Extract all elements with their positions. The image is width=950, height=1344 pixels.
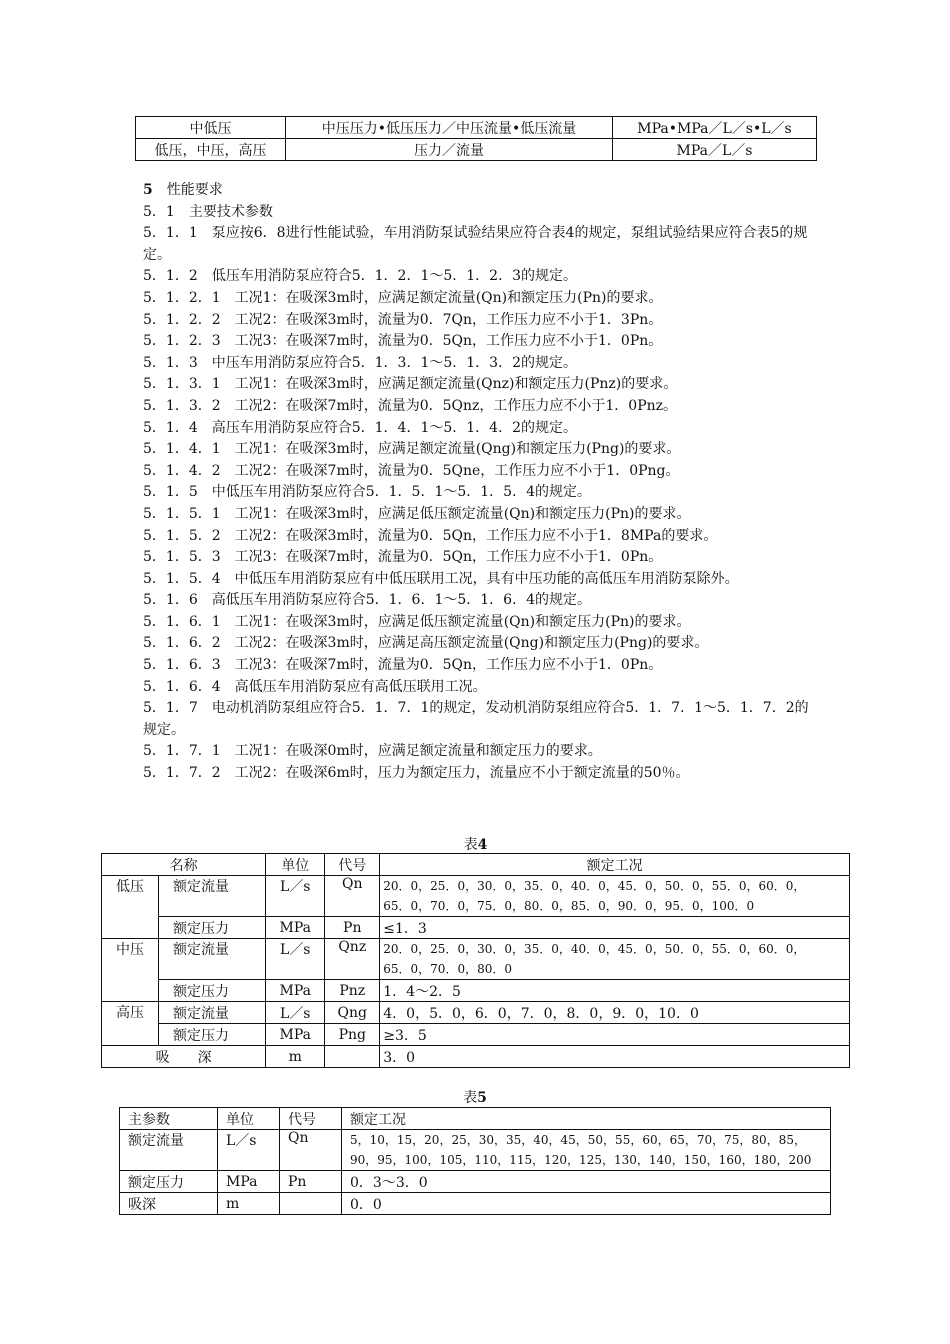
paragraph: 5．1．7．2 工况2：在吸深6m时，压力为额定压力，流量应不小于额定流量的50％。: [143, 765, 690, 782]
table-cell: Pn: [280, 1171, 342, 1193]
table-cell: Qng: [325, 1002, 380, 1024]
table-row: [120, 1171, 831, 1193]
paragraph: 5．1．6．2 工况2：在吸深3m时，应满足高压额定流量(Qng)和额定压力(Png)的要求。: [143, 635, 709, 652]
value-line: 90，95，100，105，110，115，120，125，130，140，150，160，180，200: [350, 1153, 812, 1167]
paragraph: 5．1．4 高压车用消防泵应符合5．1．4．1～5．1．4．2的规定。: [143, 419, 577, 436]
table-cell: Png: [325, 1024, 380, 1046]
caption-number: 4: [477, 837, 488, 853]
paragraph: 5．1．2 低压车用消防泵应符合5．1．2．1～5．1．2．3的规定。: [143, 268, 577, 285]
table-cell: [342, 1130, 831, 1171]
table-row: [102, 876, 850, 917]
table-cell: MPa•MPa／L／s•L／s: [613, 117, 817, 139]
table-cell: 1．4～2．5: [380, 980, 850, 1002]
header-cell: 额定工况: [380, 854, 850, 876]
paragraph: 5．1．6．4 高低压车用消防泵应有高低压联用工况。: [143, 678, 487, 695]
table-row: [120, 1193, 831, 1215]
caption-prefix: 表: [463, 1090, 478, 1106]
header-cell: 名称: [102, 854, 266, 876]
paragraph: 5．1．1 泵应按6．8进行性能试验，车用消防泵试验结果应符合表4的规定，泵组试验结果应符合表5的规定。: [143, 225, 808, 263]
paragraph: 5．1．3．1 工况1：在吸深3m时，应满足额定流量(Qnz)和额定压力(Pnz)的要求。: [143, 376, 678, 393]
table-row: [102, 1002, 850, 1024]
paragraph: 5．1．4．1 工况1：在吸深3m时，应满足额定流量(Qng)和额定压力(Png)的要求。: [143, 441, 681, 458]
table-cell: MPa: [218, 1171, 280, 1193]
table-cell: ≥3．5: [380, 1024, 850, 1046]
table-cell: L／s: [266, 876, 325, 917]
table-cell: 吸深: [120, 1193, 218, 1215]
paragraph: 5．1 主要技术参数: [143, 203, 273, 220]
table-cell: MPa／L／s: [613, 139, 817, 161]
paragraph: 5．1．5．4 中低压车用消防泵应有中低压联用工况，具有中压功能的高低压车用消防泵除外。: [143, 570, 739, 587]
table-cell: 额定压力: [159, 980, 266, 1002]
paragraph: 5．1．7．1 工况1：在吸深0m时，应满足额定流量和额定压力的要求。: [143, 743, 602, 760]
table-row: [102, 939, 850, 980]
section-heading: [143, 180, 813, 202]
table-cell: 低压，中压，高压: [136, 139, 286, 161]
table-cell: 4．0，5．0，6．0，7．0，8．0，9．0，10．0: [380, 1002, 850, 1024]
paragraph: 5．1．7 电动机消防泵组应符合5．1．7．1的规定，发动机消防泵组应符合5．1．7．1～5．1．7．2的规定。: [143, 700, 809, 738]
table-cell: 0．0: [342, 1193, 831, 1215]
table-cell: m: [266, 1046, 325, 1068]
paragraph: 5．1．5．2 工况2：在吸深3m时，流量为0．5Qn，工作压力应不小于1．8MPa的要求。: [143, 527, 718, 544]
table-cell: 额定流量: [159, 939, 266, 980]
table-row: [102, 917, 850, 939]
value-line: 5，10，15，20，25，30，35，40，45，50，55，60，65，70，75，80，85，: [350, 1133, 806, 1147]
paragraph: 5．1．3．2 工况2：在吸深7m时，流量为0．5Qnz，工作压力应不小于1．0Pnz。: [143, 397, 678, 414]
table-cell: 额定流量: [159, 876, 266, 917]
table-cell: 压力／流量: [286, 139, 613, 161]
table5: [119, 1107, 831, 1215]
section-body: [143, 180, 813, 785]
table-cell: MPa: [266, 917, 325, 939]
table-row: [120, 1130, 831, 1171]
table-cell: Pnz: [325, 980, 380, 1002]
header-cell: 单位: [266, 854, 325, 876]
table5-caption: [119, 1087, 831, 1107]
header-cell: 主参数: [120, 1108, 218, 1130]
table-row: [102, 980, 850, 1002]
top-table: [135, 116, 817, 161]
paragraph: 5．1．6．3 工况3：在吸深7m时，流量为0．5Qn，工作压力应不小于1．0Pn。: [143, 657, 663, 674]
header-cell: 代号: [280, 1108, 342, 1130]
paragraph: 5．1．5 中低压车用消防泵应符合5．1．5．1～5．1．5．4的规定。: [143, 484, 591, 501]
paragraph: 5．1．6．1 工况1：在吸深3m时，应满足低压额定流量(Qn)和额定压力(Pn)的要求。: [143, 613, 691, 630]
table-cell: 额定流量: [159, 1002, 266, 1024]
paragraph: 5．1．2．3 工况3：在吸深7m时，流量为0．5Qn，工作压力应不小于1．0Pn。: [143, 333, 663, 350]
group-cell: 高压: [102, 1002, 159, 1046]
table-cell: [280, 1193, 342, 1215]
paragraph: 5．1．3 中压车用消防泵应符合5．1．3．1～5．1．3．2的规定。: [143, 354, 577, 371]
table-header-row: [120, 1108, 831, 1130]
table-row: [136, 139, 817, 161]
table-cell: MPa: [266, 1024, 325, 1046]
table-cell: MPa: [266, 980, 325, 1002]
table4-caption: [101, 834, 850, 854]
section-title: 性能要求: [166, 182, 223, 198]
header-cell: 单位: [218, 1108, 280, 1130]
table-cell: [380, 939, 850, 980]
value-line: 65．0，70．0，80．0: [383, 962, 512, 976]
group-cell: 中压: [102, 939, 159, 1002]
table-cell: 额定压力: [159, 917, 266, 939]
table-cell: 额定流量: [120, 1130, 218, 1171]
paragraph: 5．1．5．1 工况1：在吸深3m时，应满足低压额定流量(Qn)和额定压力(Pn)的要求。: [143, 505, 691, 522]
table-header-row: [102, 854, 850, 876]
header-cell: 额定工况: [342, 1108, 831, 1130]
value-line: 65．0，70．0，75．0，80．0，85．0，90．0，95．0，100．0: [383, 899, 755, 913]
header-cell: 代号: [325, 854, 380, 876]
table-cell: [325, 1046, 380, 1068]
table-cell: 额定压力: [159, 1024, 266, 1046]
table-cell: 中低压: [136, 117, 286, 139]
paragraph: 5．1．5．3 工况3：在吸深7m时，流量为0．5Qn，工作压力应不小于1．0Pn。: [143, 549, 663, 566]
table-cell: Qn: [280, 1130, 342, 1171]
table-row: [102, 1046, 850, 1068]
table-cell: [380, 876, 850, 917]
table-cell: 中压压力•低压压力／中压流量•低压流量: [286, 117, 613, 139]
paragraph: 5．1．6 高低压车用消防泵应符合5．1．6．1～5．1．6．4的规定。: [143, 592, 591, 609]
table-cell: Pn: [325, 917, 380, 939]
paragraph: 5．1．4．2 工况2：在吸深7m时，流量为0．5Qne，工作压力应不小于1．0Png。: [143, 462, 680, 479]
table-cell: 吸 深: [102, 1046, 266, 1068]
paragraph: 5．1．2．2 工况2：在吸深3m时，流量为0．7Qn，工作压力应不小于1．3Pn。: [143, 311, 663, 328]
caption-number: 5: [477, 1090, 487, 1106]
table-cell: L／s: [266, 939, 325, 980]
table-cell: ≤1．3: [380, 917, 850, 939]
section-number: 5: [143, 182, 153, 198]
paragraph: 5．1．2．1 工况1：在吸深3m时，应满足额定流量(Qn)和额定压力(Pn)的要求。: [143, 289, 663, 306]
table-cell: L／s: [218, 1130, 280, 1171]
caption-prefix: 表: [463, 837, 478, 853]
table4: [101, 853, 850, 1068]
table-cell: 0．3～3．0: [342, 1171, 831, 1193]
table-row: [136, 117, 817, 139]
table-cell: 额定压力: [120, 1171, 218, 1193]
group-cell: 低压: [102, 876, 159, 939]
table-cell: L／s: [266, 1002, 325, 1024]
table-cell: 3．0: [380, 1046, 850, 1068]
table-cell: Qn: [325, 876, 380, 917]
table-cell: Qnz: [325, 939, 380, 980]
value-line: 20．0，25．0，30．0，35．0，40．0，45．0，50．0，55．0，60．0，: [383, 879, 806, 893]
table-row: [102, 1024, 850, 1046]
value-line: 20．0，25．0，30．0，35．0，40．0，45．0，50．0，55．0，60．0，: [383, 942, 806, 956]
table-cell: m: [218, 1193, 280, 1215]
